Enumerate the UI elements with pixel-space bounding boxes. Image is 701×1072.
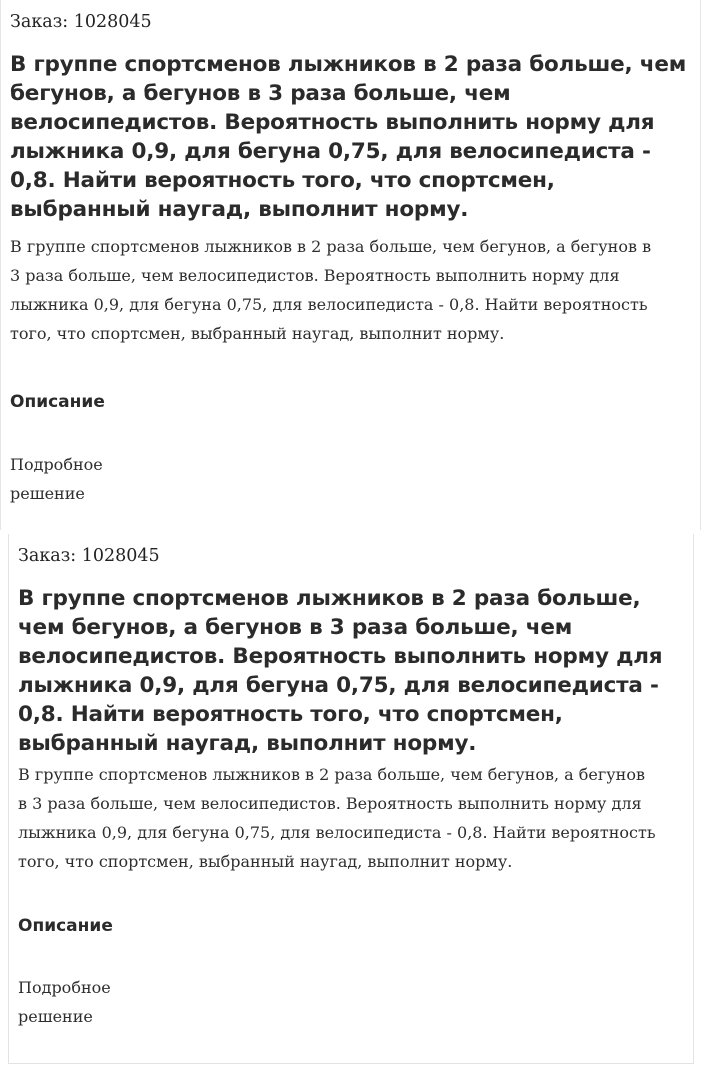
detailed-solution-link[interactable]: Подробное решение — [18, 978, 111, 1026]
description-heading: Описание — [10, 392, 105, 412]
order-number: Заказ: 1028045 — [18, 546, 160, 566]
order-number: Заказ: 1028045 — [10, 12, 152, 32]
description-heading: Описание — [18, 916, 113, 936]
order-card — [8, 534, 694, 1064]
task-description: В группе спортсменов лыжников в 2 раза больше, чем бегунов, а бегунов в 3 раза больше, чем велосипедистов. Вероятность выполнить норму для лыжника 0,9, для бегуна 0,75, для велосипедиста - 0,8. Найти вероятность того, что спортсмен, выбранный наугад, выполнит норму. — [18, 765, 656, 871]
detailed-solution-link[interactable]: Подробное решение — [10, 455, 103, 503]
task-description: В группе спортсменов лыжников в 2 раза больше, чем бегунов, а бегунов в 3 раза больше, чем велосипедистов. Вероятность выполнить норму для лыжника 0,9, для бегуна 0,75, для велосипедиста - 0,8. Найти вероятность того, что спортсмен, выбранный наугад, выполнит норму. — [10, 237, 652, 343]
task-title: В группе спортсменов лыжников в 2 раза больше, чем бегунов, а бегунов в 3 раза больше, чем велосипедистов. Вероятность выполнить норму для лыжника 0,9, для бегуна 0,75, для велосипедиста - 0,8. Найти вероятность того, что спортсмен, выбранный наугад, выполнит норму. — [18, 586, 663, 756]
order-card — [0, 0, 701, 530]
task-title: В группе спортсменов лыжников в 2 раза больше, чем бегунов, а бегунов в 3 раза больше, чем велосипедистов. Вероятность выполнить норму для лыжника 0,9, для бегуна 0,75, для велосипедиста - 0,8. Найти вероятность того, что спортсмен, выбранный наугад, выполнит норму. — [10, 52, 687, 222]
